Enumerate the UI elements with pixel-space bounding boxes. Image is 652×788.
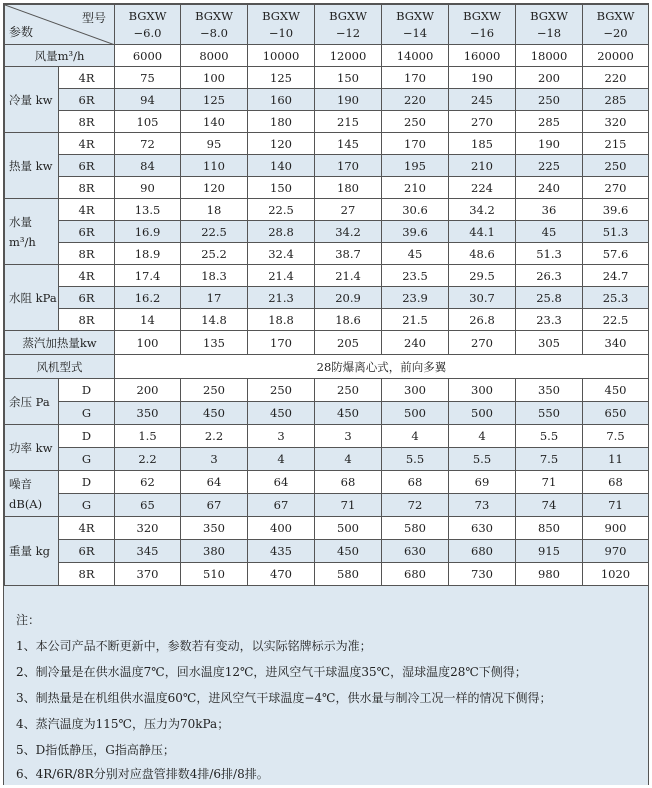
value-cell: 630 [449, 517, 516, 540]
value-cell: 3 [181, 448, 248, 471]
table-row [5, 243, 649, 265]
table-row [5, 155, 649, 177]
model-name: BGXW [463, 8, 501, 23]
value-cell: 5.5 [382, 448, 449, 471]
sub-label: G [59, 494, 115, 517]
value-cell: 900 [583, 517, 649, 540]
value-cell: 120 [181, 177, 248, 199]
value-cell: 69 [449, 471, 516, 494]
value-cell: 22.5 [181, 221, 248, 243]
value-cell: 200 [516, 67, 583, 89]
value-cell: 240 [516, 177, 583, 199]
value-cell: 150 [248, 177, 315, 199]
value-cell: 14.8 [181, 309, 248, 331]
value-cell: 22.5 [583, 309, 649, 331]
note-item: 4、蒸汽温度为115℃，压力为70kPa； [16, 717, 230, 731]
group-label: 重量 kg [5, 517, 59, 586]
value-cell: 105 [115, 111, 181, 133]
value-cell: 550 [516, 402, 583, 425]
table-row [5, 540, 649, 563]
value-cell: 18.6 [315, 309, 382, 331]
value-cell: 145 [315, 133, 382, 155]
value-cell: 220 [583, 67, 649, 89]
value-cell: 100 [181, 67, 248, 89]
value-cell: 190 [449, 67, 516, 89]
value-cell: 650 [583, 402, 649, 425]
value-cell: 300 [382, 379, 449, 402]
note-item: 5、D指低静压，G指高静压； [16, 743, 175, 757]
sub-label: 8R [59, 309, 115, 331]
value-cell: 850 [516, 517, 583, 540]
value-cell: 28.8 [248, 221, 315, 243]
value-cell: 350 [516, 379, 583, 402]
value-cell: 34.2 [449, 199, 516, 221]
value-cell: 45 [382, 243, 449, 265]
value-cell: 250 [315, 379, 382, 402]
value-cell: 305 [516, 331, 583, 355]
sub-label: 6R [59, 287, 115, 309]
group-label: 水阻 kPa [5, 265, 59, 331]
value-cell: 71 [315, 494, 382, 517]
value-cell: 20.9 [315, 287, 382, 309]
value-cell: 17.4 [115, 265, 181, 287]
value-cell: 18.8 [248, 309, 315, 331]
value-cell: 23.9 [382, 287, 449, 309]
value-cell: 14000 [382, 45, 449, 67]
value-cell: 64 [181, 471, 248, 494]
value-cell: 8000 [181, 45, 248, 67]
value-cell: 45 [516, 221, 583, 243]
value-cell: 38.7 [315, 243, 382, 265]
table-row [5, 425, 649, 448]
value-cell: 170 [382, 133, 449, 155]
value-cell: 68 [583, 471, 649, 494]
model-name: BGXW [596, 8, 635, 23]
value-cell: 250 [248, 379, 315, 402]
value-cell: 16000 [449, 45, 516, 67]
model-name: BGXW [530, 8, 568, 23]
note-item: 6、4R/6R/8R分别对应盘管排数4排/6排/8排。 [16, 767, 269, 781]
value-cell: 500 [382, 402, 449, 425]
value-cell: 7.5 [516, 448, 583, 471]
value-cell: 285 [583, 89, 649, 111]
value-cell: 57.6 [583, 243, 649, 265]
value-cell: 250 [382, 111, 449, 133]
value-cell: 72 [382, 494, 449, 517]
sub-label: D [59, 425, 115, 448]
sub-label: G [59, 402, 115, 425]
group-label: 水量 m³/h [5, 199, 59, 265]
value-cell: 3 [315, 425, 382, 448]
value-cell: 67 [181, 494, 248, 517]
sub-label: 4R [59, 67, 115, 89]
sub-label: G [59, 448, 115, 471]
value-cell: 18.3 [181, 265, 248, 287]
table-row [5, 309, 649, 331]
value-cell: 1.5 [115, 425, 181, 448]
model-size: −14 [402, 25, 428, 40]
value-cell: 225 [516, 155, 583, 177]
airflow-row [5, 45, 649, 67]
value-cell: 7.5 [583, 425, 649, 448]
value-cell: 300 [449, 379, 516, 402]
value-cell: 450 [181, 402, 248, 425]
value-cell: 24.7 [583, 265, 649, 287]
value-cell: 94 [115, 89, 181, 111]
table-row [5, 494, 649, 517]
sub-label: 6R [59, 155, 115, 177]
value-cell: 140 [181, 111, 248, 133]
value-cell: 730 [449, 563, 516, 586]
model-header [315, 5, 382, 45]
note-item: 3、制热量是在机组供水温度60℃，进风空气干球温度−4℃，供水量与制冷工况一样的情况下侧得； [16, 691, 552, 705]
model-size: −18 [536, 25, 562, 40]
value-cell: 22.5 [248, 199, 315, 221]
model-header [583, 5, 649, 45]
value-cell: 72 [115, 133, 181, 155]
value-cell: 250 [516, 89, 583, 111]
steam-row-label: 蒸汽加热量kw [5, 331, 115, 355]
value-cell: 71 [583, 494, 649, 517]
value-cell: 435 [248, 540, 315, 563]
value-cell: 23.5 [382, 265, 449, 287]
value-cell: 270 [449, 111, 516, 133]
corner-cell [5, 5, 115, 45]
value-cell: 185 [449, 133, 516, 155]
value-cell: 39.6 [382, 221, 449, 243]
table-row [5, 402, 649, 425]
value-cell: 500 [449, 402, 516, 425]
table-row [5, 265, 649, 287]
value-cell: 18.9 [115, 243, 181, 265]
sub-label: D [59, 471, 115, 494]
sub-label: 8R [59, 111, 115, 133]
value-cell: 125 [248, 67, 315, 89]
model-size: −16 [469, 25, 495, 40]
note-item: 2、制冷量是在供水温度7℃，回水温度12℃，进风空气干球温度35℃，湿球温度28℃下侧得； [16, 665, 527, 679]
notes-section [4, 601, 648, 785]
group-label: 功率 kw [5, 425, 59, 471]
value-cell: 170 [315, 155, 382, 177]
value-cell: 350 [181, 517, 248, 540]
value-cell: 340 [583, 331, 649, 355]
model-header [382, 5, 449, 45]
value-cell: 29.5 [449, 265, 516, 287]
spec-table [4, 4, 649, 586]
value-cell: 21.5 [382, 309, 449, 331]
value-cell: 21.4 [248, 265, 315, 287]
value-cell: 4 [315, 448, 382, 471]
model-size: −12 [335, 25, 361, 40]
fan-type-label: 风机型式 [5, 355, 115, 379]
value-cell: 250 [181, 379, 248, 402]
value-cell: 110 [181, 155, 248, 177]
value-cell: 3 [248, 425, 315, 448]
value-cell: 21.3 [248, 287, 315, 309]
value-cell: 5.5 [516, 425, 583, 448]
model-name: BGXW [262, 8, 300, 23]
notes-title: 注： [16, 613, 41, 627]
value-cell: 5.5 [449, 448, 516, 471]
value-cell: 580 [315, 563, 382, 586]
sub-label: 6R [59, 221, 115, 243]
header-row [5, 5, 649, 45]
sub-label: 8R [59, 243, 115, 265]
value-cell: 51.3 [516, 243, 583, 265]
value-cell: 71 [516, 471, 583, 494]
note-item: 1、本公司产品不断更新中，参数若有变动，以实际铭牌标示为准； [16, 639, 372, 653]
value-cell: 680 [449, 540, 516, 563]
sub-label: 6R [59, 89, 115, 111]
value-cell: 48.6 [449, 243, 516, 265]
model-size: −20 [603, 25, 628, 40]
sub-label: 4R [59, 265, 115, 287]
fan-type-value: 28防爆离心式，前向多翼 [115, 355, 649, 379]
value-cell: 510 [181, 563, 248, 586]
corner-param-label: 参数 [9, 25, 34, 39]
value-cell: 23.3 [516, 309, 583, 331]
value-cell: 190 [315, 89, 382, 111]
value-cell: 84 [115, 155, 181, 177]
model-header [248, 5, 315, 45]
value-cell: 270 [583, 177, 649, 199]
value-cell: 500 [315, 517, 382, 540]
value-cell: 16.9 [115, 221, 181, 243]
value-cell: 27 [315, 199, 382, 221]
value-cell: 68 [315, 471, 382, 494]
value-cell: 215 [583, 133, 649, 155]
sub-label: 4R [59, 133, 115, 155]
table-row [5, 67, 649, 89]
steam-row [5, 331, 649, 355]
airflow-row-label: 风量m³/h [5, 45, 115, 67]
value-cell: 470 [248, 563, 315, 586]
value-cell: 73 [449, 494, 516, 517]
value-cell: 6000 [115, 45, 181, 67]
value-cell: 95 [181, 133, 248, 155]
value-cell: 180 [248, 111, 315, 133]
model-header [516, 5, 583, 45]
value-cell: 1020 [583, 563, 649, 586]
value-cell: 205 [315, 331, 382, 355]
value-cell: 51.3 [583, 221, 649, 243]
value-cell: 320 [583, 111, 649, 133]
sub-label: 8R [59, 177, 115, 199]
value-cell: 18 [181, 199, 248, 221]
sub-label: 4R [59, 199, 115, 221]
model-header [115, 5, 181, 45]
value-cell: 680 [382, 563, 449, 586]
value-cell: 65 [115, 494, 181, 517]
table-row [5, 221, 649, 243]
value-cell: 180 [315, 177, 382, 199]
value-cell: 120 [248, 133, 315, 155]
table-row [5, 111, 649, 133]
value-cell: 36 [516, 199, 583, 221]
value-cell: 25.3 [583, 287, 649, 309]
value-cell: 450 [583, 379, 649, 402]
model-header [181, 5, 248, 45]
table-row [5, 133, 649, 155]
table-row [5, 471, 649, 494]
value-cell: 90 [115, 177, 181, 199]
value-cell: 210 [449, 155, 516, 177]
value-cell: 370 [115, 563, 181, 586]
model-header [449, 5, 516, 45]
table-row [5, 379, 649, 402]
value-cell: 250 [583, 155, 649, 177]
corner-model-label: 型号 [81, 11, 106, 25]
value-cell: 30.6 [382, 199, 449, 221]
table-row [5, 89, 649, 111]
value-cell: 12000 [315, 45, 382, 67]
value-cell: 245 [449, 89, 516, 111]
value-cell: 195 [382, 155, 449, 177]
value-cell: 2.2 [115, 448, 181, 471]
value-cell: 160 [248, 89, 315, 111]
value-cell: 26.8 [449, 309, 516, 331]
value-cell: 25.8 [516, 287, 583, 309]
value-cell: 11 [583, 448, 649, 471]
value-cell: 380 [181, 540, 248, 563]
value-cell: 285 [516, 111, 583, 133]
table-row [5, 517, 649, 540]
value-cell: 210 [382, 177, 449, 199]
value-cell: 170 [248, 331, 315, 355]
value-cell: 224 [449, 177, 516, 199]
value-cell: 100 [115, 331, 181, 355]
table-row [5, 199, 649, 221]
value-cell: 21.4 [315, 265, 382, 287]
table-row [5, 448, 649, 471]
value-cell: 190 [516, 133, 583, 155]
table-row [5, 287, 649, 309]
value-cell: 34.2 [315, 221, 382, 243]
sub-label: 8R [59, 563, 115, 586]
value-cell: 125 [181, 89, 248, 111]
value-cell: 74 [516, 494, 583, 517]
value-cell: 150 [315, 67, 382, 89]
group-label: 余压 Pa [5, 379, 59, 425]
model-name: BGXW [329, 8, 367, 23]
value-cell: 350 [115, 402, 181, 425]
model-size: −6.0 [133, 25, 162, 40]
value-cell: 4 [382, 425, 449, 448]
group-label: 热量 kw [5, 133, 59, 199]
value-cell: 450 [248, 402, 315, 425]
model-size: −8.0 [200, 25, 228, 40]
sub-label: 6R [59, 540, 115, 563]
value-cell: 140 [248, 155, 315, 177]
value-cell: 17 [181, 287, 248, 309]
value-cell: 64 [248, 471, 315, 494]
model-name: BGXW [396, 8, 434, 23]
value-cell: 915 [516, 540, 583, 563]
group-label: 噪音 dB(A) [5, 471, 59, 517]
value-cell: 39.6 [583, 199, 649, 221]
table-row [5, 563, 649, 586]
group-label: 冷量 kw [5, 67, 59, 133]
value-cell: 10000 [248, 45, 315, 67]
value-cell: 400 [248, 517, 315, 540]
value-cell: 25.2 [181, 243, 248, 265]
value-cell: 135 [181, 331, 248, 355]
value-cell: 345 [115, 540, 181, 563]
value-cell: 970 [583, 540, 649, 563]
value-cell: 170 [382, 67, 449, 89]
value-cell: 450 [315, 402, 382, 425]
value-cell: 62 [115, 471, 181, 494]
value-cell: 220 [382, 89, 449, 111]
value-cell: 18000 [516, 45, 583, 67]
value-cell: 4 [449, 425, 516, 448]
value-cell: 30.7 [449, 287, 516, 309]
value-cell: 320 [115, 517, 181, 540]
value-cell: 4 [248, 448, 315, 471]
value-cell: 68 [382, 471, 449, 494]
sub-label: D [59, 379, 115, 402]
spec-sheet [3, 3, 649, 785]
value-cell: 20000 [583, 45, 649, 67]
value-cell: 630 [382, 540, 449, 563]
value-cell: 26.3 [516, 265, 583, 287]
model-name: BGXW [128, 8, 167, 23]
value-cell: 13.5 [115, 199, 181, 221]
value-cell: 16.2 [115, 287, 181, 309]
value-cell: 44.1 [449, 221, 516, 243]
value-cell: 75 [115, 67, 181, 89]
value-cell: 67 [248, 494, 315, 517]
value-cell: 200 [115, 379, 181, 402]
value-cell: 270 [449, 331, 516, 355]
value-cell: 215 [315, 111, 382, 133]
model-size: −10 [268, 25, 294, 40]
model-name: BGXW [195, 8, 233, 23]
value-cell: 580 [382, 517, 449, 540]
table-row [5, 177, 649, 199]
value-cell: 2.2 [181, 425, 248, 448]
sub-label: 4R [59, 517, 115, 540]
fan-type-row [5, 355, 649, 379]
value-cell: 240 [382, 331, 449, 355]
value-cell: 450 [315, 540, 382, 563]
value-cell: 980 [516, 563, 583, 586]
value-cell: 32.4 [248, 243, 315, 265]
value-cell: 14 [115, 309, 181, 331]
